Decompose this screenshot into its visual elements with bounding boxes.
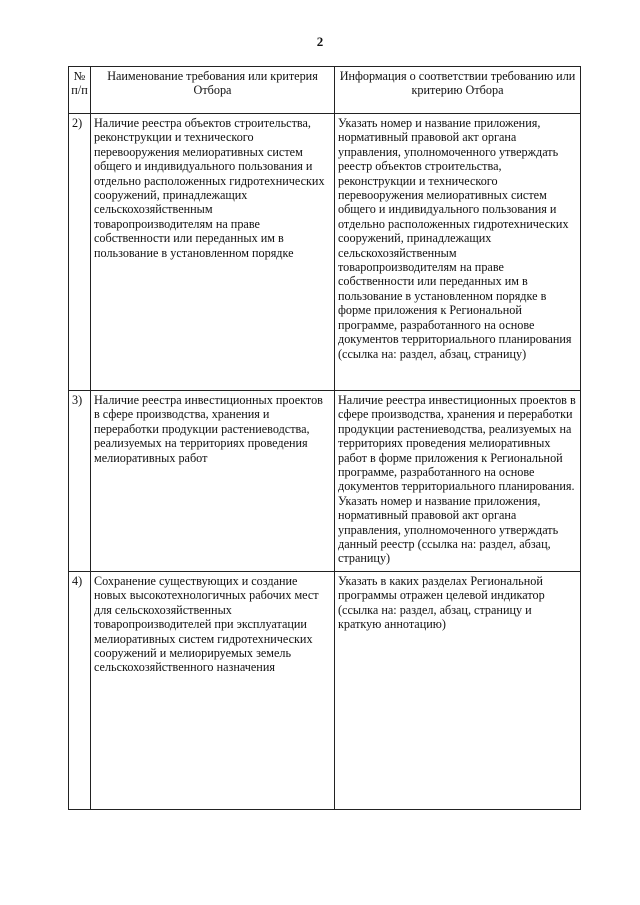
compliance-info-cell: Наличие реестра инвестиционных проектов в сфере производства, хранения и переработки продукции растениеводства, реализуемых на территориях проведения мелиоративных работ в форме приложения к Региональной программе, разработанного на основе документов территориального планирования. Указать номер и название приложения, нормативный правовой акт органа управления, уполномоченного утверждать данный реестр (ссылка на: раздел, абзац, страницу): [335, 391, 581, 572]
requirement-name-cell: Наличие реестра инвестиционных проектов в сфере производства, хранения и переработки продукции растениеводства, реализуемых на территориях проведения мелиоративных работ: [91, 391, 335, 572]
compliance-info-cell: Указать номер и название приложения, нормативный правовой акт органа управления, уполномоченного утверждать реестр объектов строительства, реконструкции и технического перевооружения мелиоративных систем общего и индивидуального пользования и отдельно расположенных гидротехнических сооружений, принадлежащих сельскохозяйственным товаропроизводителям на праве собственности или переданных им в пользование в установленном порядке в форме приложения к Региональной программе, разработанного на основе документов территориального планирования (ссылка на: раздел, абзац, страницу): [335, 114, 581, 391]
compliance-info-cell: Указать в каких разделах Региональной программы отражен целевой индикатор (ссылка на: раздел, абзац, страницу и краткую аннотацию): [335, 572, 581, 810]
requirement-name-cell: Наличие реестра объектов строительства, реконструкции и технического перевооружения мелиоративных систем общего и индивидуального пользования и отдельно расположенных гидротехнических сооружений, принадлежащих сельскохозяйственным товаропроизводителям на праве собственности или переданных им в пользование в установленном порядке: [91, 114, 335, 391]
header-number: № п/п: [69, 67, 91, 114]
row-number: 2): [69, 114, 91, 391]
criteria-table: [68, 66, 581, 810]
page-number: 2: [316, 34, 324, 49]
table-body: [69, 114, 581, 810]
table-header: [69, 67, 581, 114]
header-row: [69, 67, 581, 114]
table-row: [69, 572, 581, 810]
row-number: 3): [69, 391, 91, 572]
table-row: [69, 114, 581, 391]
table-row: [69, 391, 581, 572]
requirement-name-cell: Сохранение существующих и создание новых высокотехнологичных рабочих мест для сельскохозяйственных товаропроизводителей при эксплуатации мелиоративных систем гидротехнических сооружений и мелиорируемых земель сельскохозяйственного назначения: [91, 572, 335, 810]
header-requirement-name: Наименование требования или критерия Отбора: [91, 67, 335, 114]
header-compliance-info: Информация о соответствии требованию или критерию Отбора: [335, 67, 581, 114]
row-number: 4): [69, 572, 91, 810]
